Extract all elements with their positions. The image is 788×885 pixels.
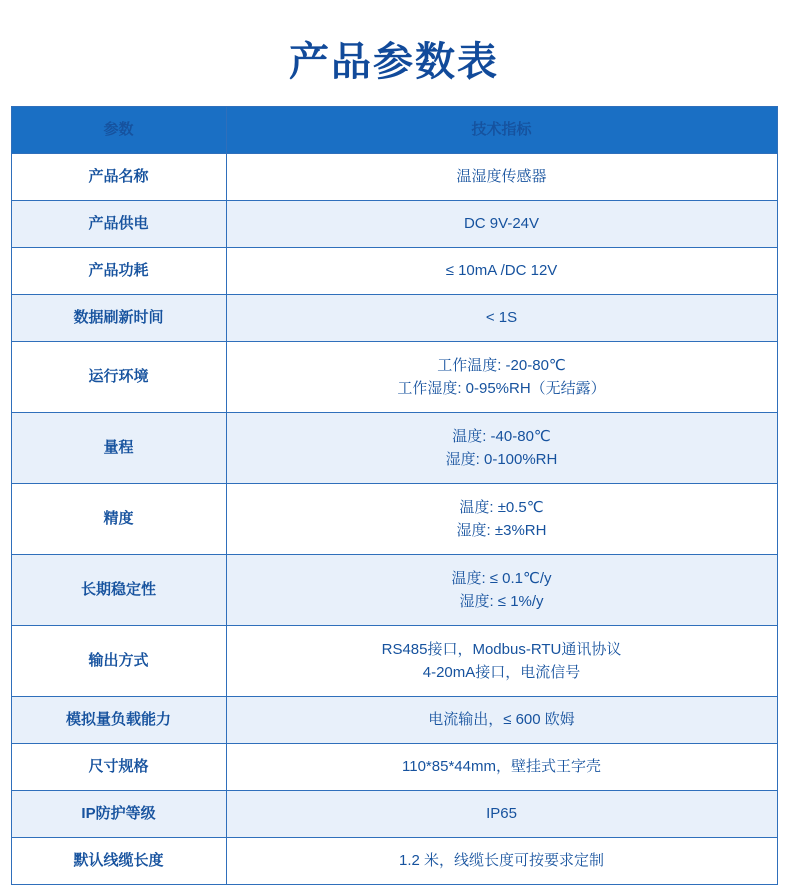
row-value-line: 温度: -40-80℃ <box>452 427 551 445</box>
table-header-row <box>11 107 777 154</box>
row-value <box>226 413 777 484</box>
table-body <box>11 154 777 885</box>
row-param-label: IP防护等级 <box>11 791 226 838</box>
page-title: 产品参数表 <box>289 40 499 84</box>
row-value-line: 工作温度: -20-80℃ <box>437 356 566 374</box>
table-row <box>11 626 777 697</box>
row-value-line: 110*85*44mm，壁挂式王字壳 <box>402 758 601 776</box>
row-param-label: 尺寸规格 <box>11 744 226 791</box>
row-value <box>226 154 777 201</box>
table-row <box>11 697 777 744</box>
table-header <box>11 107 777 154</box>
table-row <box>11 295 777 342</box>
row-value <box>226 626 777 697</box>
row-value <box>226 484 777 555</box>
table-row <box>11 555 777 626</box>
row-value-line: 湿度: ≤ 1%/y <box>459 593 544 610</box>
row-value <box>226 342 777 413</box>
table-row <box>11 154 777 201</box>
table-row <box>11 791 777 838</box>
row-value-line: RS485接口，Modbus-RTU通讯协议 <box>381 640 622 658</box>
row-value <box>226 744 777 791</box>
row-value <box>226 201 777 248</box>
table-row <box>11 342 777 413</box>
row-value <box>226 248 777 295</box>
column-header-value: 技术指标 <box>226 107 777 154</box>
row-value-line: IP65 <box>486 805 517 823</box>
row-value-line: 4-20mA接口，电流信号 <box>422 664 581 681</box>
column-header-param: 参数 <box>11 107 226 154</box>
row-param-label: 模拟量负载能力 <box>11 697 226 744</box>
row-value-line: < 1S <box>485 309 518 327</box>
row-param-label: 产品功耗 <box>11 248 226 295</box>
row-value-line: 温度: ±0.5℃ <box>459 498 544 516</box>
row-value-line: ≤ 10mA /DC 12V <box>445 262 558 280</box>
row-value <box>226 838 777 885</box>
row-param-label: 长期稳定性 <box>11 555 226 626</box>
row-value-line: 1.2 米，线缆长度可按要求定制 <box>398 852 605 870</box>
table-row <box>11 838 777 885</box>
row-value-line: 湿度: ±3%RH <box>456 522 547 539</box>
row-value-line: 温湿度传感器 <box>456 168 547 186</box>
table-row <box>11 744 777 791</box>
table-row <box>11 248 777 295</box>
specification-table <box>11 106 778 885</box>
row-param-label: 量程 <box>11 413 226 484</box>
row-param-label: 默认线缆长度 <box>11 838 226 885</box>
row-param-label: 精度 <box>11 484 226 555</box>
row-value-line: 湿度: 0-100%RH <box>445 451 558 468</box>
row-param-label: 产品名称 <box>11 154 226 201</box>
row-value <box>226 791 777 838</box>
table-row <box>11 413 777 484</box>
row-value-line: 电流输出，≤ 600 欧姆 <box>428 711 575 729</box>
row-value-line: 工作湿度: 0-95%RH（无结露） <box>397 380 606 397</box>
row-param-label: 输出方式 <box>11 626 226 697</box>
row-param-label: 运行环境 <box>11 342 226 413</box>
table-row <box>11 484 777 555</box>
table-row <box>11 201 777 248</box>
row-value <box>226 295 777 342</box>
row-value <box>226 555 777 626</box>
row-param-label: 数据刷新时间 <box>11 295 226 342</box>
row-value-line: 温度: ≤ 0.1℃/y <box>451 569 552 587</box>
row-value <box>226 697 777 744</box>
row-value-line: DC 9V-24V <box>463 215 540 233</box>
row-param-label: 产品供电 <box>11 201 226 248</box>
